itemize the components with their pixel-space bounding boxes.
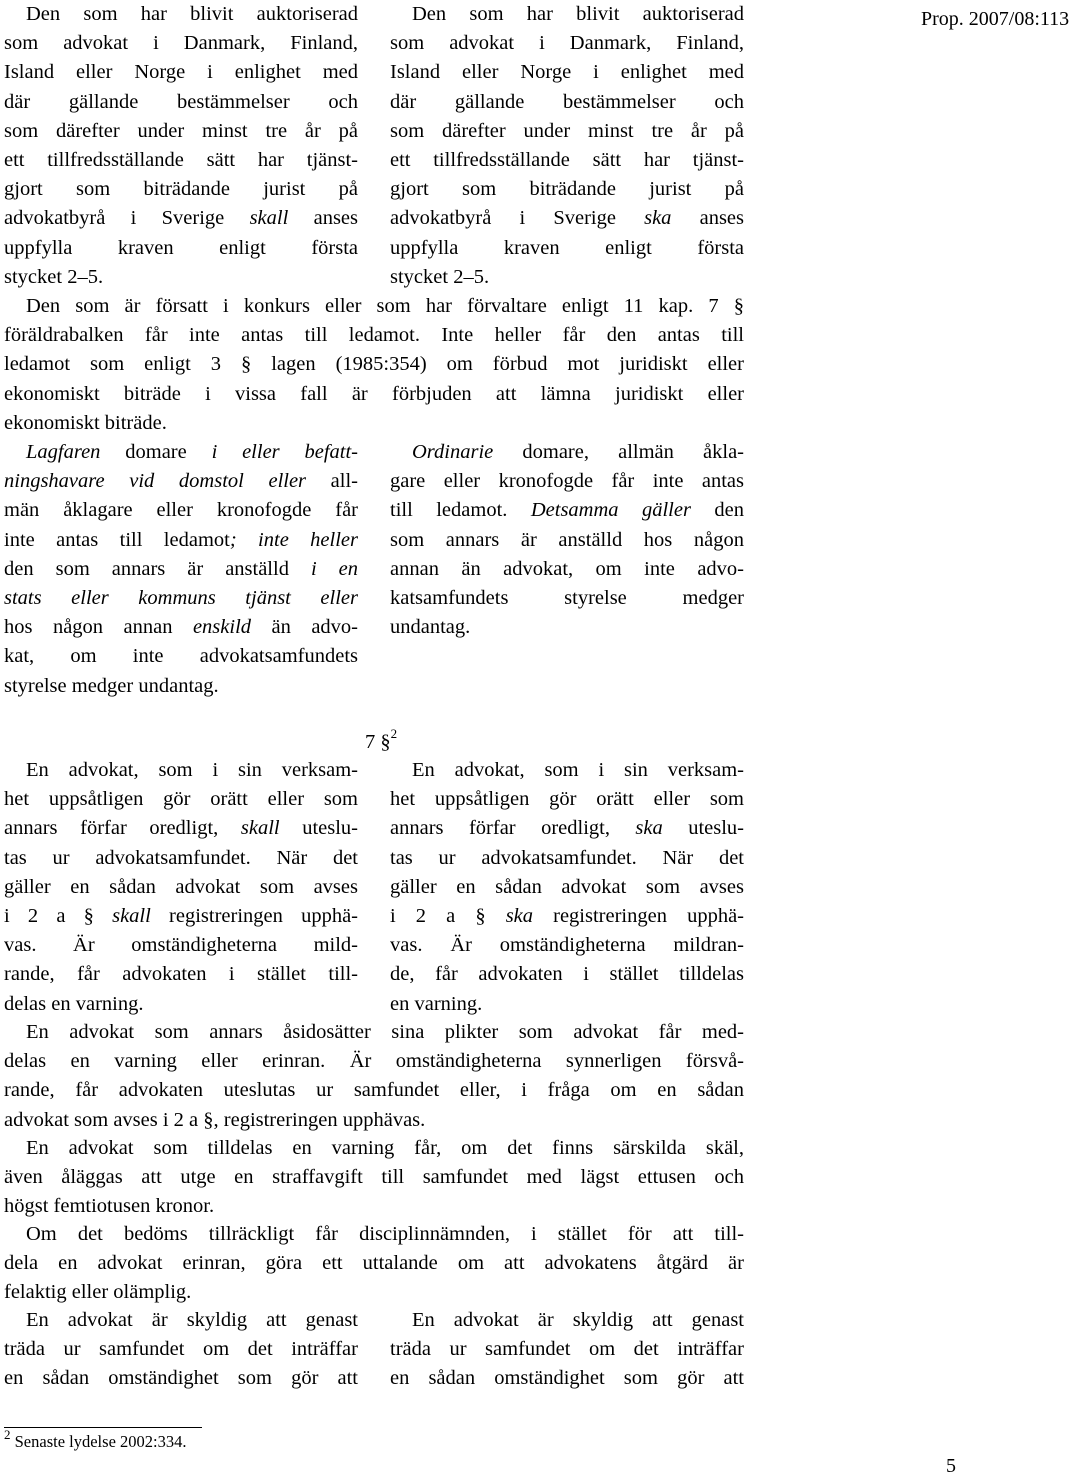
text-line: En advokat som annars åsidosätter sina plikter som advokat får med- — [26, 1021, 744, 1043]
text-line: Island eller Norge i enlighet med — [390, 61, 744, 84]
text-line: som därefter under minst tre år på — [390, 119, 744, 142]
text-line: advokatbyrå i Sverige ska anses — [390, 207, 744, 230]
text-line: högst femtiotusen kronor. — [4, 1195, 215, 1218]
text-line: gjort som biträdande jurist på — [4, 178, 358, 201]
text-line: även åläggas att utge en straffavgift till samfundet med lägst ettusen och — [4, 1166, 744, 1189]
text-line: ett tillfredsställande sätt har tjänst- — [390, 149, 744, 172]
text-line: ningshavare vid domstol eller all- — [4, 470, 359, 493]
text-line: styrelse medger undantag. — [4, 674, 219, 697]
footnote-text: Senaste lydelse 2002:334. — [10, 1432, 187, 1451]
footnote-number: 2 — [4, 1426, 11, 1442]
text-line: vas. Är omständigheterna mild- — [4, 934, 358, 957]
text-line: undantag. — [390, 616, 471, 639]
text-line: annars förfar oredligt, ska uteslu- — [390, 817, 745, 840]
text-line: till ledamot. Detsamma gäller den — [390, 499, 744, 522]
text-line: Ordinarie domare, allmän åkla- — [412, 441, 744, 463]
text-line: hos någon annan enskild än advo- — [4, 616, 358, 639]
text-line: En advokat är skyldig att genast — [26, 1309, 358, 1331]
text-line: tas ur advokatsamfundet. När det — [4, 846, 358, 869]
text-line: Om det bedöms tillräckligt får disciplinnämnden, i stället för att till- — [26, 1223, 744, 1245]
text-line: En advokat, som i sin verksam- — [26, 759, 358, 781]
paragraph-konkurs — [4, 292, 744, 438]
text-line: stycket 2–5. — [390, 265, 490, 288]
text-line: het uppsåtligen gör orätt eller som — [4, 788, 358, 811]
text-line: Island eller Norge i enlighet med — [4, 61, 358, 84]
text-line: ekonomiskt biträde i vissa fall är förbjuden att lämna juridiskt eller — [4, 382, 744, 405]
footnote-marker: 2 — [390, 726, 398, 742]
text-line: män åklagare eller kronofogde får — [4, 499, 358, 522]
text-line: som advokat i Danmark, Finland, — [390, 32, 744, 55]
text-line: En advokat som tilldelas en varning får, om det finns särskilda skäl, — [26, 1137, 744, 1159]
text-line: delas en varning. — [4, 992, 144, 1015]
text-line: gäller en sådan advokat som avses — [4, 875, 358, 898]
text-line: Lagfaren domare i eller befatt- — [26, 441, 358, 463]
text-line: en sådan omständighet som gör att — [4, 1367, 358, 1390]
text-line: het uppsåtligen gör orätt eller som — [390, 788, 744, 811]
text-line: kat, om inte advokatsamfundets — [4, 645, 358, 668]
text-line: annan än advokat, om inte advo- — [390, 557, 744, 580]
text-line: tas ur advokatsamfundet. När det — [390, 846, 744, 869]
paragraph-disciplinnamnden — [4, 1220, 744, 1308]
text-line: en sådan omständighet som gör att — [390, 1367, 744, 1390]
text-line: advokatbyrå i Sverige skall anses — [4, 207, 358, 230]
text-line: som annars är anställd hos någon — [390, 528, 744, 551]
text-line: En advokat, som i sin verksam- — [412, 759, 744, 781]
text-line: som därefter under minst tre år på — [4, 119, 358, 142]
text-line: de, får advokaten i stället tilldelas — [390, 963, 744, 986]
text-line: i 2 a § skall registreringen upphä- — [4, 905, 358, 928]
new-text-auktoriserad — [390, 0, 744, 292]
emphasis: skall — [249, 207, 289, 230]
text-line: träda ur samfundet om det inträffar — [4, 1338, 358, 1361]
new-text-utträde — [390, 1306, 744, 1394]
text-line: gjort som biträdande jurist på — [390, 178, 744, 201]
text-line: ledamot som enligt 3 § lagen (1985:354) om förbud mot juridiskt eller — [4, 353, 744, 376]
proposition-reference: Prop. 2007/08:113 — [921, 8, 1069, 30]
text-line: advokat som avses i 2 a §, registreringen upphävas. — [4, 1108, 426, 1131]
text-line: felaktig eller olämplig. — [4, 1281, 192, 1304]
text-line: Den som har blivit auktoriserad — [412, 3, 744, 25]
emphasis: ska — [644, 207, 672, 230]
text-line: rande, får advokaten uteslutas ur samfundet eller, i fråga om en sådan — [4, 1079, 744, 1102]
text-line: ekonomiskt biträde. — [4, 411, 167, 434]
text-line: ett tillfredsställande sätt har tjänst- — [4, 149, 358, 172]
text-line: som advokat i Danmark, Finland, — [4, 32, 358, 55]
text-line: inte antas till ledamot; inte heller — [4, 528, 358, 551]
text-line: där gällande bestämmelser och — [4, 90, 358, 113]
paragraph-asidosatter — [4, 1018, 744, 1135]
text-line: den som annars är anställd i en — [4, 557, 358, 580]
text-line: vas. Är omständigheterna mildran- — [390, 934, 744, 957]
text-line: en varning. — [390, 992, 483, 1015]
section-heading: 7 §$^2$ — [365, 726, 398, 753]
text-line: i 2 a § ska registreringen upphä- — [390, 905, 744, 928]
text-line: delas en varning eller erinran. Är omständigheterna synnerligen försvå- — [4, 1050, 744, 1073]
text-line: En advokat är skyldig att genast — [412, 1309, 744, 1331]
text-line: gäller en sådan advokat som avses — [390, 875, 744, 898]
text-line: dela en advokat erinran, göra ett uttalande om att advokatens åtgärd är — [4, 1252, 744, 1275]
text-line: träda ur samfundet om det inträffar — [390, 1338, 744, 1361]
text-line: uppfylla kraven enligt första — [390, 236, 744, 259]
page-number: 5 — [946, 1455, 956, 1477]
old-text-domare — [4, 438, 358, 701]
text-line: föräldrabalken får inte antas till ledamot. Inte heller får den antas till — [4, 324, 744, 347]
old-text-auktoriserad — [4, 0, 358, 292]
old-text-utträde — [4, 1306, 358, 1394]
paragraph-varning — [4, 1134, 744, 1222]
old-text-uteslutning — [4, 756, 358, 1019]
new-text-domare — [390, 438, 744, 642]
footnote-divider — [4, 1427, 202, 1428]
text-line: uppfylla kraven enligt första — [4, 236, 358, 259]
new-text-uteslutning — [390, 756, 744, 1019]
text-line: katsamfundets styrelse medger — [390, 587, 744, 610]
text-line: stats eller kommuns tjänst eller — [4, 587, 358, 610]
text-line: stycket 2–5. — [4, 265, 104, 288]
text-line: där gällande bestämmelser och — [390, 90, 744, 113]
text-line: Den som har blivit auktoriserad — [26, 3, 358, 25]
text-line: annars förfar oredligt, skall uteslu- — [4, 817, 358, 840]
text-line: rande, får advokaten i stället till- — [4, 963, 358, 986]
text-line: Den som är försatt i konkurs eller som har förvaltare enligt 11 kap. 7 § — [26, 295, 744, 317]
text-line: gare eller kronofogde får inte antas — [390, 470, 744, 493]
footnote — [4, 1426, 187, 1453]
